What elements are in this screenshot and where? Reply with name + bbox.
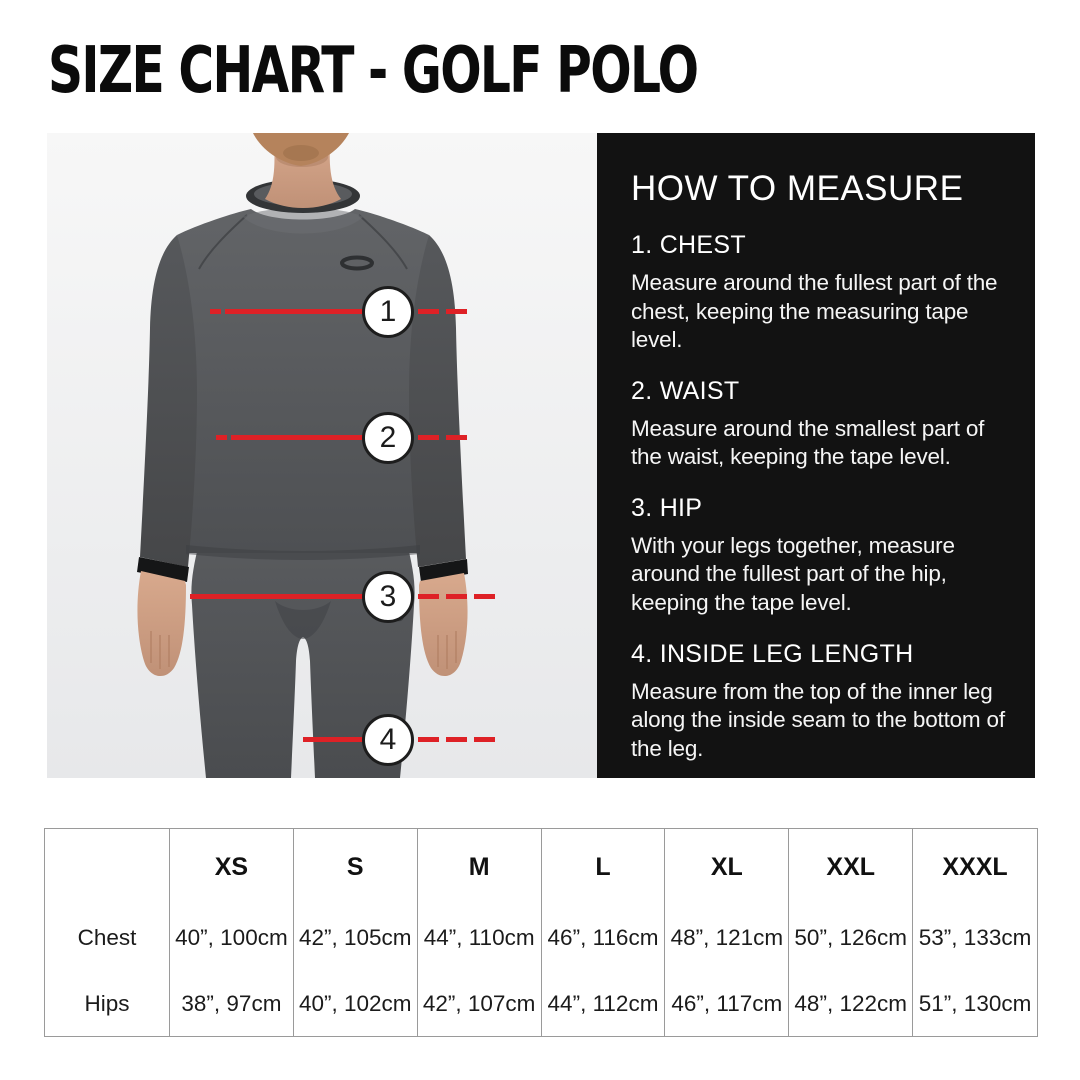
size-cell: 44”, 110cm	[418, 905, 542, 971]
measure-marker-4: 4	[362, 714, 414, 766]
size-cell: 40”, 100cm	[170, 905, 294, 971]
measure-section-hip	[631, 494, 1005, 618]
size-cell: 42”, 107cm	[418, 971, 542, 1036]
size-table-corner	[45, 829, 170, 905]
measure-line-1	[225, 309, 364, 314]
size-cell: 48”, 121cm	[665, 905, 789, 971]
measure-line-2	[231, 435, 364, 440]
how-to-measure-panel	[597, 133, 1035, 778]
size-cell: 50”, 126cm	[789, 905, 913, 971]
panel-title: HOW TO MEASURE	[631, 169, 964, 208]
size-col-header-s: S	[294, 829, 418, 905]
shirt-torso	[177, 209, 429, 553]
size-cell: 46”, 117cm	[665, 971, 789, 1036]
measure-line-3-dashes	[418, 594, 495, 599]
size-cell: 38”, 97cm	[170, 971, 294, 1036]
size-col-header-xxxl: XXXL	[942, 852, 1008, 881]
section-heading: 3. HIP	[631, 493, 703, 522]
section-heading: 4. INSIDE LEG LENGTH	[631, 639, 914, 668]
measure-section-chest	[631, 231, 1005, 355]
measure-line-1-dashes	[418, 309, 467, 314]
beard-shadow	[283, 145, 319, 161]
model-illustration	[47, 133, 597, 778]
model-photo	[47, 133, 597, 778]
section-heading: 2. WAIST	[631, 376, 740, 405]
size-cell: 48”, 122cm	[789, 971, 913, 1036]
row-label-chest: Chest	[45, 905, 170, 971]
measure-line-2-left-dash	[216, 435, 227, 440]
row-label-hips: Hips	[45, 971, 170, 1036]
size-cell: 40”, 102cm	[294, 971, 418, 1036]
measure-line-2-dashes	[418, 435, 467, 440]
section-body: With your legs together, measure around the fullest part of the hip, keeping the tape level.	[631, 532, 955, 615]
size-cell: 53”, 133cm	[918, 925, 1032, 950]
section-body: Measure around the fullest part of the chest, keeping the measuring tape level.	[631, 270, 998, 353]
size-col-header-l: L	[542, 829, 666, 905]
measure-line-3	[190, 594, 364, 599]
size-cell: 44”, 112cm	[542, 971, 666, 1036]
size-cell: 42”, 105cm	[294, 905, 418, 971]
measure-marker-3: 3	[362, 571, 414, 623]
size-col-header-xxl: XXL	[789, 829, 913, 905]
page-title: SIZE CHART - GOLF POLO	[48, 32, 698, 108]
measure-marker-2: 2	[362, 412, 414, 464]
size-table	[44, 828, 1038, 1037]
measure-line-4-dashes	[418, 737, 495, 742]
size-col-header-xl: XL	[665, 829, 789, 905]
measure-section-waist	[631, 377, 1005, 472]
section-heading: 1. CHEST	[631, 231, 746, 259]
measure-line-4	[303, 737, 364, 742]
size-col-header-m: M	[418, 829, 542, 905]
size-cell: 46”, 116cm	[542, 905, 666, 971]
measure-section-inside-leg	[631, 640, 1005, 764]
size-cell: 51”, 130cm	[918, 990, 1032, 1016]
section-body: Measure from the top of the inner leg along the inside seam to the bottom of the leg.	[631, 678, 1005, 761]
size-col-header-xs: XS	[170, 829, 294, 905]
measure-marker-1: 1	[362, 286, 414, 338]
measure-line-1-left-dash	[210, 309, 221, 314]
section-body: Measure around the smallest part of the waist, keeping the tape level.	[631, 415, 985, 470]
